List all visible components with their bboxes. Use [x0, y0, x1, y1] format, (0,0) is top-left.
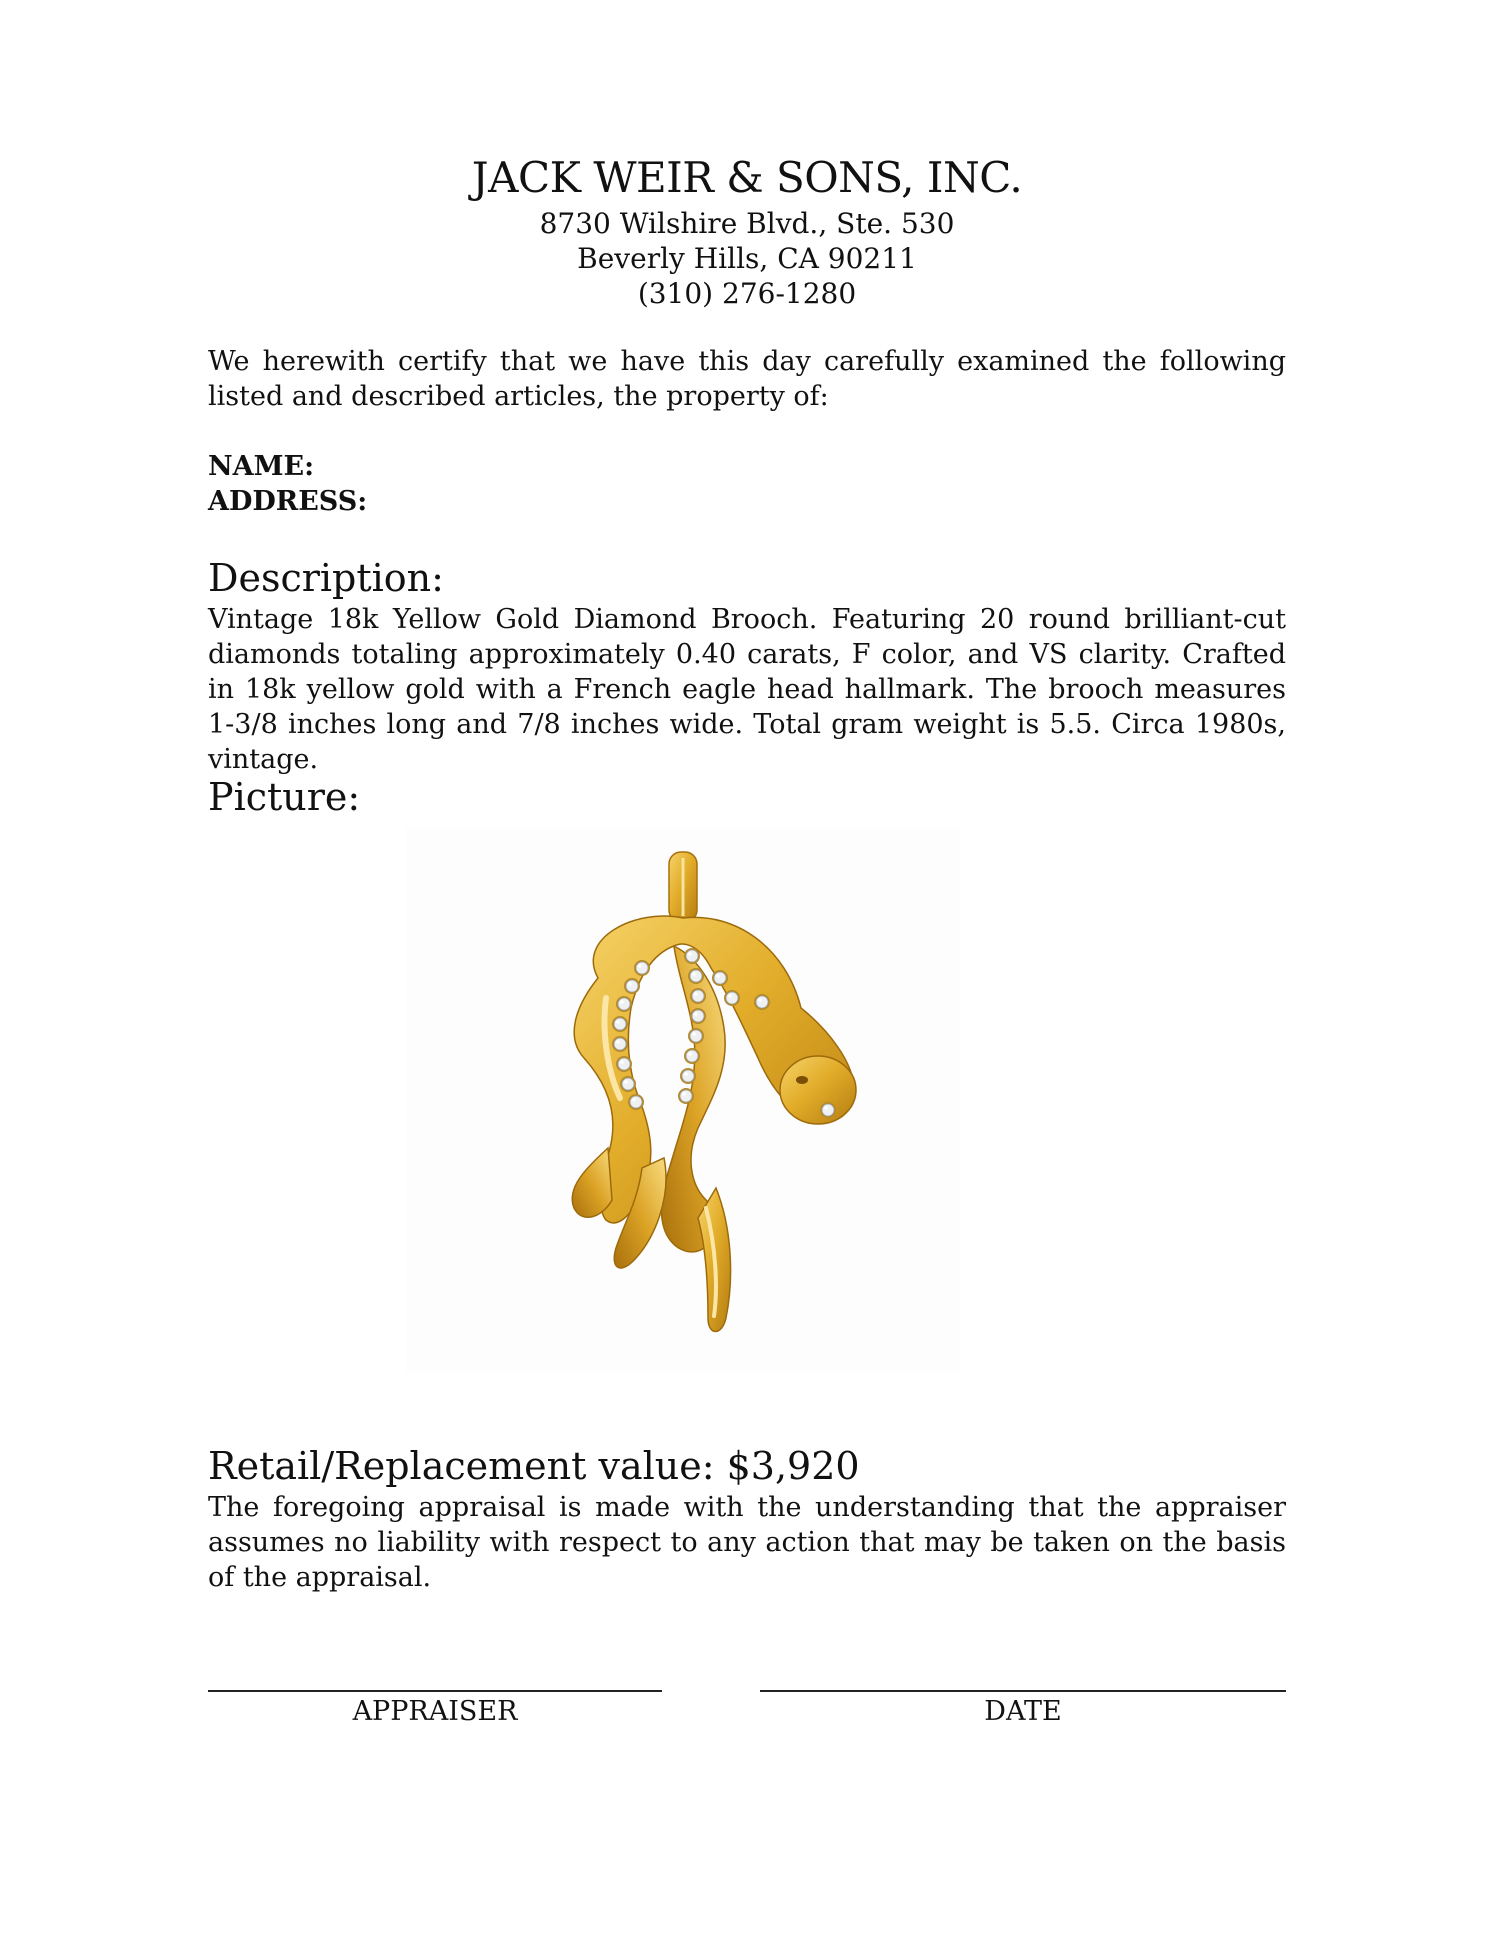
name-label: NAME: [208, 451, 315, 482]
brooch-photo [406, 828, 960, 1372]
diamond-sparkle [628, 982, 632, 986]
diamond [614, 1038, 626, 1050]
panther-brooch-illustration [406, 828, 960, 1372]
address-line-1: 8730 Wilshire Blvd., Ste. 530 [539, 207, 955, 240]
address-line-2: Beverly Hills, CA 90211 [577, 242, 917, 275]
appraiser-label: APPRAISER [352, 1696, 518, 1727]
diamond-sparkle [684, 1072, 688, 1076]
diamond [630, 1096, 642, 1108]
panther-eye [796, 1076, 808, 1084]
diamond [822, 1104, 834, 1116]
phone-number: (310) 276-1280 [637, 277, 857, 310]
address-label: ADDRESS: [208, 486, 368, 517]
diamond [690, 970, 702, 982]
diamond [626, 980, 638, 992]
diamond-sparkle [692, 1032, 696, 1036]
bail [669, 852, 697, 922]
diamond-sparkle [616, 1020, 620, 1024]
diamond-sparkle [688, 1052, 692, 1056]
letterhead [0, 150, 1494, 311]
date-label: DATE [984, 1696, 1062, 1727]
diamond [714, 972, 726, 984]
diamond [690, 1030, 702, 1042]
panther-hind-leg [572, 1148, 612, 1217]
retail-value: Retail/Replacement value: $3,920 [208, 1444, 860, 1488]
picture-section [208, 773, 1286, 821]
diamond-sparkle [728, 994, 732, 998]
disclaimer-text: The foregoing appraisal is made with the understanding that the appraiser assumes no liability with respect to any action that may be taken on the basis of the appraisal. [208, 1492, 1286, 1593]
diamond [682, 1070, 694, 1082]
diamond-sparkle [632, 1098, 636, 1102]
date-signature-line [760, 1690, 1286, 1692]
diamond-sparkle [694, 992, 698, 996]
description-section [208, 554, 1286, 777]
description-text: Vintage 18k Yellow Gold Diamond Brooch. Featuring 20 round brilliant-cut diamonds totaling approximately 0.40 carats, F color, and VS clarity. Crafted in 18k yellow gold with a French eagle head hallmark. The brooch measures 1-3/8 inches long and 7/8 inches wide. Total gram weight is 5.5. Circa 1980s, vintage. [208, 604, 1286, 775]
diamond [692, 1010, 704, 1022]
diamond [680, 1090, 692, 1102]
diamond-sparkle [616, 1040, 620, 1044]
diamond-sparkle [688, 952, 692, 956]
owner-fields [208, 449, 1286, 519]
diamond-sparkle [638, 964, 642, 968]
diamond [614, 1018, 626, 1030]
diamond-sparkle [758, 998, 762, 1002]
diamond-sparkle [824, 1106, 828, 1110]
panther-head [780, 1056, 856, 1124]
diamond [686, 950, 698, 962]
description-heading: Description: [208, 556, 444, 600]
appraiser-signature-line [208, 1690, 662, 1692]
diamond [692, 990, 704, 1002]
diamond-sparkle [682, 1092, 686, 1096]
diamond [756, 996, 768, 1008]
diamond [636, 962, 648, 974]
diamond-sparkle [716, 974, 720, 978]
diamond [618, 1058, 630, 1070]
diamond-sparkle [620, 1000, 624, 1004]
certification-paragraph [208, 344, 1286, 414]
picture-heading: Picture: [208, 775, 361, 819]
diamond [686, 1050, 698, 1062]
diamond [618, 998, 630, 1010]
diamond [622, 1078, 634, 1090]
diamond-sparkle [692, 972, 696, 976]
certification-text: We herewith certify that we have this day carefully examined the following listed and described articles, the property of: [208, 346, 1286, 412]
company-name: JACK WEIR & SONS, INC. [471, 153, 1023, 202]
diamond [726, 992, 738, 1004]
diamond-sparkle [624, 1080, 628, 1084]
valuation-section [208, 1442, 1286, 1595]
diamond-sparkle [620, 1060, 624, 1064]
diamond-sparkle [694, 1012, 698, 1016]
